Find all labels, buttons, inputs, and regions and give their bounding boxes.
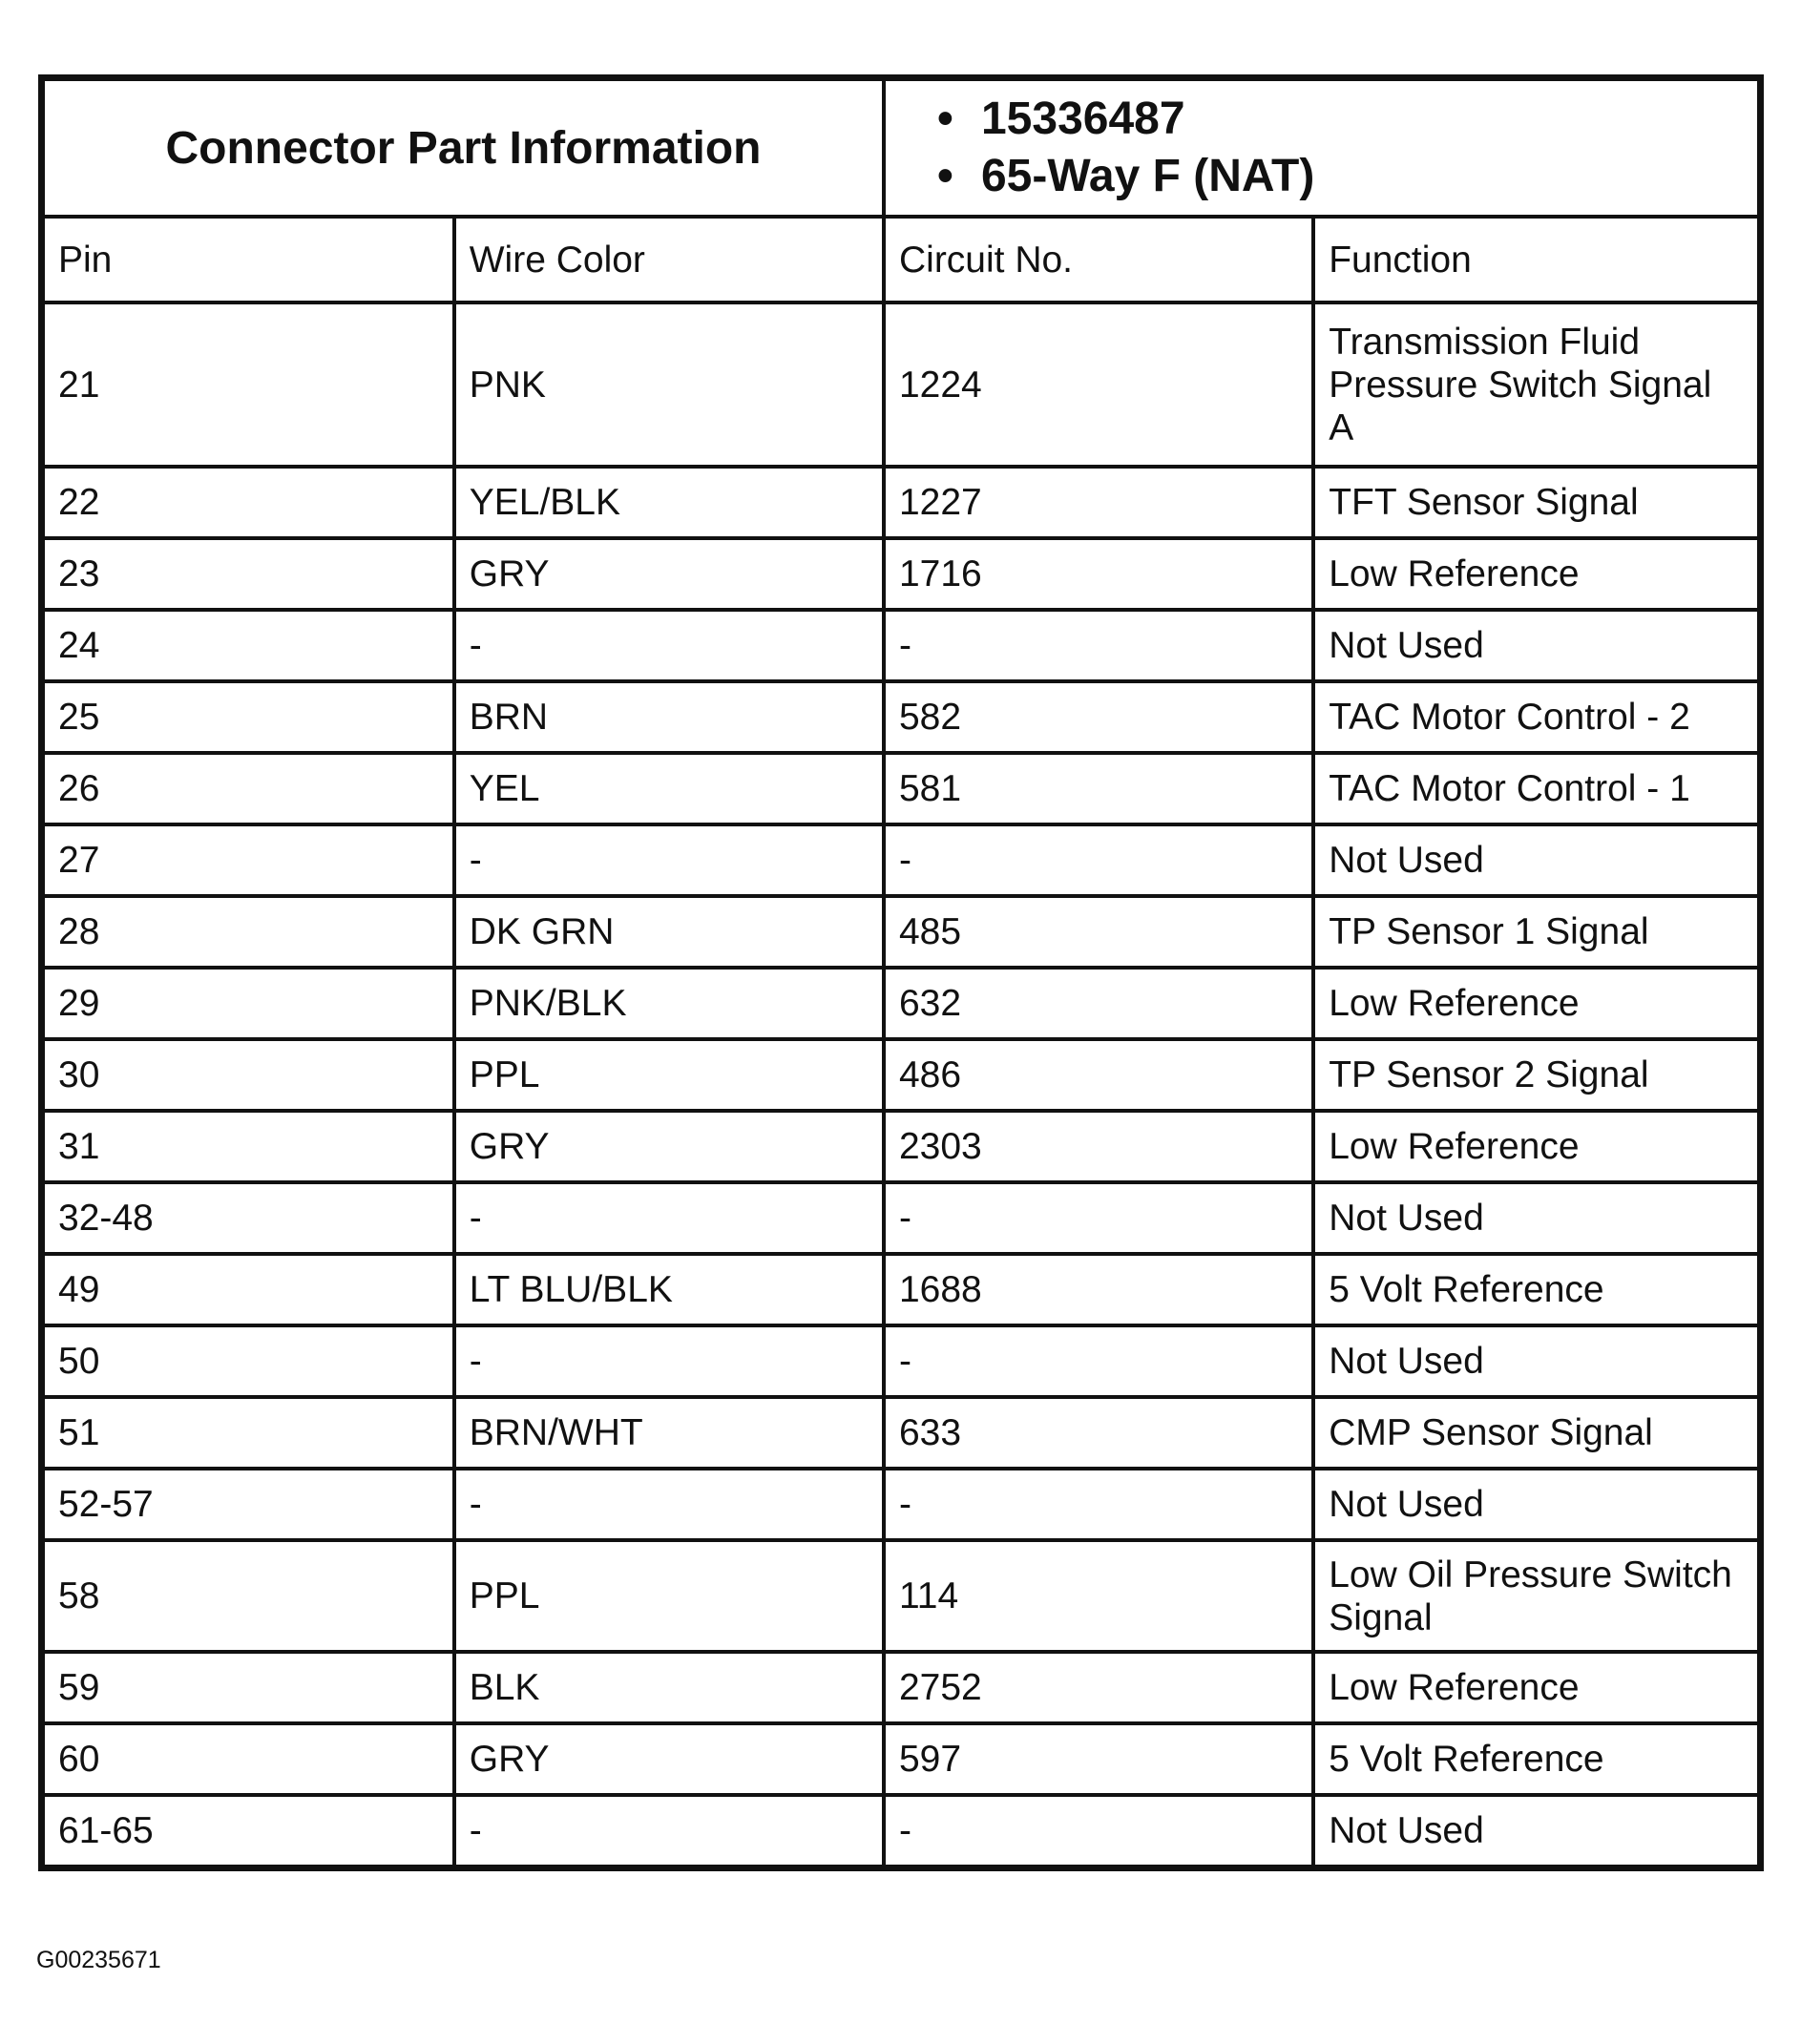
circuit-cell: -	[884, 1325, 1313, 1397]
column-header-wire-color: Wire Color	[454, 217, 884, 302]
function-cell: Not Used	[1313, 1325, 1760, 1397]
wire-color-cell: DK GRN	[454, 896, 884, 968]
function-cell: Not Used	[1313, 610, 1760, 681]
wire-color-cell: -	[454, 1325, 884, 1397]
function-cell: Low Reference	[1313, 1111, 1760, 1182]
wire-color-cell: PNK/BLK	[454, 968, 884, 1039]
table-row	[42, 467, 1761, 538]
connector-info-row	[42, 78, 1761, 218]
function-cell: Not Used	[1313, 1795, 1760, 1868]
function-cell: TAC Motor Control - 2	[1313, 681, 1760, 753]
connector-table-wrapper	[38, 74, 1764, 1871]
function-cell: Not Used	[1313, 1469, 1760, 1540]
table-row	[42, 1325, 1761, 1397]
pin-cell: 50	[42, 1325, 454, 1397]
function-cell: Not Used	[1313, 824, 1760, 896]
function-cell: TP Sensor 2 Signal	[1313, 1039, 1760, 1111]
wire-color-cell: BRN	[454, 681, 884, 753]
pin-cell: 24	[42, 610, 454, 681]
pin-cell: 61-65	[42, 1795, 454, 1868]
table-row	[42, 681, 1761, 753]
table-row	[42, 302, 1761, 467]
wire-color-cell: PPL	[454, 1540, 884, 1652]
function-cell: 5 Volt Reference	[1313, 1254, 1760, 1325]
circuit-cell: 597	[884, 1723, 1313, 1795]
table-row	[42, 1795, 1761, 1868]
circuit-cell: 582	[884, 681, 1313, 753]
function-cell: TP Sensor 1 Signal	[1313, 896, 1760, 968]
circuit-cell: 1227	[884, 467, 1313, 538]
column-header-row	[42, 217, 1761, 302]
connector-pinout-table	[38, 74, 1764, 1871]
pin-cell: 26	[42, 753, 454, 824]
wire-color-cell: PNK	[454, 302, 884, 467]
circuit-cell: 1688	[884, 1254, 1313, 1325]
circuit-cell: -	[884, 1469, 1313, 1540]
function-cell: Transmission Fluid Pressure Switch Signal A	[1313, 302, 1760, 467]
wire-color-cell: LT BLU/BLK	[454, 1254, 884, 1325]
pin-cell: 21	[42, 302, 454, 467]
table-row	[42, 1540, 1761, 1652]
function-cell: Low Reference	[1313, 1652, 1760, 1723]
circuit-cell: 114	[884, 1540, 1313, 1652]
function-cell: Low Reference	[1313, 538, 1760, 610]
circuit-cell: 2303	[884, 1111, 1313, 1182]
table-row	[42, 753, 1761, 824]
circuit-cell: -	[884, 824, 1313, 896]
circuit-cell: -	[884, 610, 1313, 681]
function-cell: Low Reference	[1313, 968, 1760, 1039]
pin-cell: 51	[42, 1397, 454, 1469]
table-row	[42, 1182, 1761, 1254]
circuit-cell: -	[884, 1795, 1313, 1868]
wire-color-cell: YEL	[454, 753, 884, 824]
pin-cell: 28	[42, 896, 454, 968]
table-row	[42, 1039, 1761, 1111]
wire-color-cell: YEL/BLK	[454, 467, 884, 538]
table-row	[42, 610, 1761, 681]
circuit-cell: 2752	[884, 1652, 1313, 1723]
function-cell: Low Oil Pressure Switch Signal	[1313, 1540, 1760, 1652]
function-cell: Not Used	[1313, 1182, 1760, 1254]
connector-title: Connector Part Information	[42, 78, 884, 218]
table-row	[42, 1111, 1761, 1182]
pin-cell: 30	[42, 1039, 454, 1111]
figure-id: G00235671	[36, 1947, 161, 1973]
pin-cell: 27	[42, 824, 454, 896]
pin-cell: 49	[42, 1254, 454, 1325]
pin-cell: 59	[42, 1652, 454, 1723]
pin-cell: 60	[42, 1723, 454, 1795]
function-cell: CMP Sensor Signal	[1313, 1397, 1760, 1469]
column-header-function: Function	[1313, 217, 1760, 302]
table-row	[42, 896, 1761, 968]
function-cell: TAC Motor Control - 1	[1313, 753, 1760, 824]
pin-cell: 23	[42, 538, 454, 610]
circuit-cell: 486	[884, 1039, 1313, 1111]
table-row	[42, 968, 1761, 1039]
table-row	[42, 824, 1761, 896]
table-row	[42, 1723, 1761, 1795]
table-row	[42, 1652, 1761, 1723]
circuit-cell: 1224	[884, 302, 1313, 467]
pin-cell: 31	[42, 1111, 454, 1182]
wire-color-cell: BRN/WHT	[454, 1397, 884, 1469]
function-cell: TFT Sensor Signal	[1313, 467, 1760, 538]
wire-color-cell: GRY	[454, 538, 884, 610]
wire-color-cell: -	[454, 1469, 884, 1540]
wire-color-cell: -	[454, 1182, 884, 1254]
table-row	[42, 538, 1761, 610]
circuit-cell: 485	[884, 896, 1313, 968]
wire-color-cell: GRY	[454, 1111, 884, 1182]
part-info-list	[937, 91, 1744, 205]
table-row	[42, 1469, 1761, 1540]
wire-color-cell: -	[454, 610, 884, 681]
part-info-cell	[884, 78, 1761, 218]
wire-color-cell: GRY	[454, 1723, 884, 1795]
wire-color-cell: PPL	[454, 1039, 884, 1111]
wire-color-cell: -	[454, 824, 884, 896]
pin-cell: 25	[42, 681, 454, 753]
function-cell: 5 Volt Reference	[1313, 1723, 1760, 1795]
circuit-cell: 633	[884, 1397, 1313, 1469]
pin-cell: 58	[42, 1540, 454, 1652]
part-number: • 15336487	[937, 91, 1744, 148]
pin-cell: 22	[42, 467, 454, 538]
circuit-cell: 632	[884, 968, 1313, 1039]
circuit-cell: 1716	[884, 538, 1313, 610]
pin-cell: 32-48	[42, 1182, 454, 1254]
pin-cell: 52-57	[42, 1469, 454, 1540]
table-row	[42, 1254, 1761, 1325]
wire-color-cell: BLK	[454, 1652, 884, 1723]
wire-color-cell: -	[454, 1795, 884, 1868]
circuit-cell: 581	[884, 753, 1313, 824]
connector-type: • 65-Way F (NAT)	[937, 148, 1744, 205]
table-row	[42, 1397, 1761, 1469]
column-header-circuit: Circuit No.	[884, 217, 1313, 302]
pin-cell: 29	[42, 968, 454, 1039]
circuit-cell: -	[884, 1182, 1313, 1254]
column-header-pin: Pin	[42, 217, 454, 302]
